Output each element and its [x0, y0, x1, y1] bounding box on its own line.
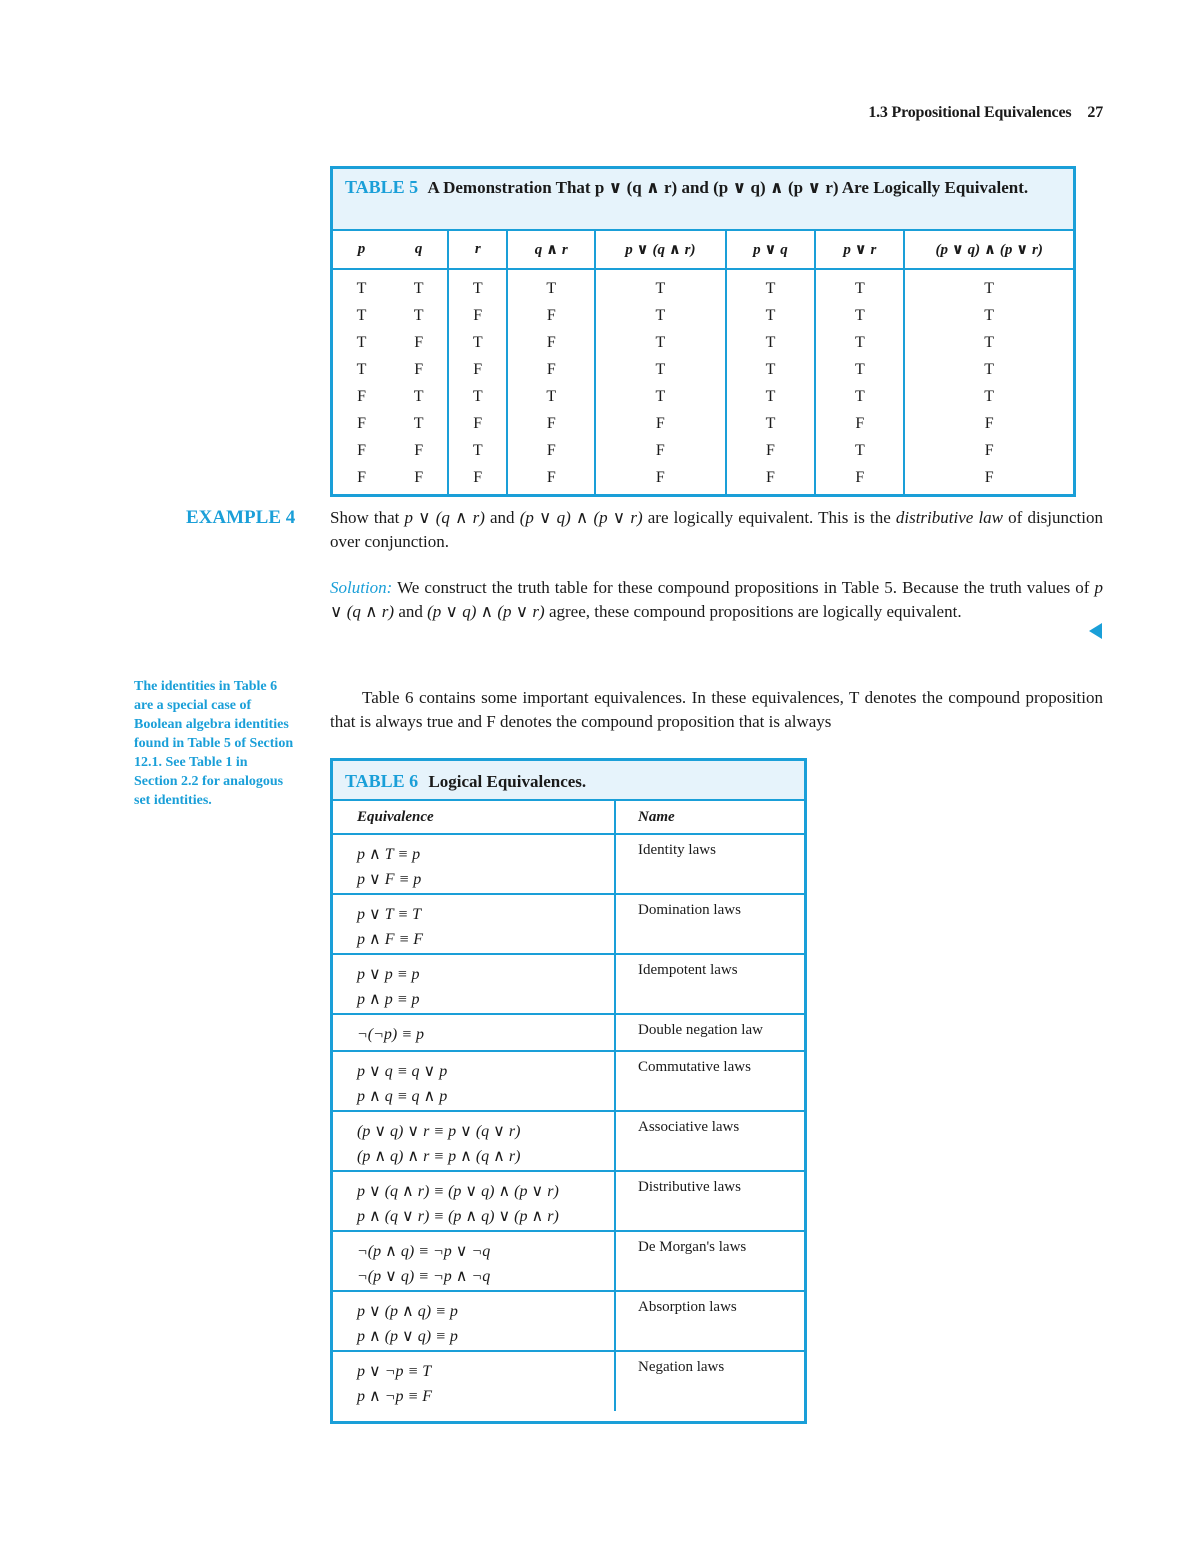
truth-value-cell: F	[815, 410, 904, 437]
truth-table-row	[333, 329, 1073, 356]
equivalence-formula: ¬(¬p) ≡ p	[357, 1026, 425, 1043]
truth-value-cell: T	[595, 302, 725, 329]
truth-value-cell: T	[448, 437, 507, 464]
truth-table-header: r	[448, 231, 507, 269]
equivalence-row	[333, 1111, 804, 1171]
truth-value-cell: F	[357, 387, 366, 405]
solution-label: Solution:	[330, 578, 393, 597]
truth-value-cell: T	[595, 329, 725, 356]
truth-value-cell: F	[595, 464, 725, 494]
truth-value-cell: T	[904, 329, 1073, 356]
truth-value-cell: F	[507, 356, 595, 383]
equivalence-formula: p ∨ T ≡ T	[357, 906, 422, 923]
truth-table-header: q	[390, 231, 448, 269]
law-name-cell: Associative laws	[615, 1111, 804, 1171]
truth-table-row	[333, 410, 1073, 437]
truth-value-cell: F	[595, 410, 725, 437]
truth-table-header: p ∨ r	[815, 231, 904, 269]
example-solution	[330, 576, 1103, 624]
truth-table-row	[333, 269, 1073, 302]
truth-value-cell: F	[815, 464, 904, 494]
truth-value-cell: T	[726, 356, 816, 383]
equivalence-formula: p ∨ ¬p ≡ T	[357, 1363, 432, 1380]
table-5-caption-text: A Demonstration That p ∨ (q ∧ r) and (p ∨ q) ∧ (p ∨ r) Are Logically Equivalent.	[427, 178, 1029, 197]
truth-value-cell: T	[413, 279, 424, 297]
table-5	[330, 166, 1076, 497]
truth-value-cell: F	[507, 329, 595, 356]
table-6-caption	[333, 761, 804, 801]
equivalence-table	[333, 801, 804, 1411]
equivalence-row	[333, 1231, 804, 1291]
example-text-d: of disjunction over conjunction.	[330, 508, 1104, 551]
truth-value-cell: T	[356, 360, 367, 378]
truth-value-cell: T	[448, 269, 507, 302]
example-statement	[330, 506, 1103, 554]
truth-value-cell: T	[448, 383, 507, 410]
truth-value-cell: T	[595, 356, 725, 383]
equivalence-formula: (p ∨ q) ∨ r ≡ p ∨ (q ∨ r)	[357, 1123, 521, 1140]
law-name-cell: Absorption laws	[615, 1291, 804, 1351]
example-label: EXAMPLE 4	[186, 507, 296, 528]
law-name-cell: Distributive laws	[615, 1171, 804, 1231]
equivalence-formula: p ∨ p ≡ p	[357, 966, 420, 983]
equivalence-formula: p ∨ F ≡ p	[357, 871, 422, 888]
example-expr-2: (p ∨ q) ∧ (p ∨ r)	[519, 508, 643, 527]
running-head	[868, 104, 1103, 122]
truth-value-cell: F	[357, 441, 366, 459]
equivalence-row	[333, 834, 804, 894]
truth-value-cell: T	[448, 329, 507, 356]
truth-table-header: p ∨ q	[726, 231, 816, 269]
section-title: 1.3 Propositional Equivalences	[868, 104, 1072, 121]
equivalence-row	[333, 1351, 804, 1411]
truth-value-cell: T	[815, 329, 904, 356]
truth-value-cell: T	[815, 383, 904, 410]
truth-value-cell: F	[414, 360, 424, 378]
truth-value-cell: F	[507, 410, 595, 437]
truth-value-cell: T	[507, 383, 595, 410]
truth-table-row	[333, 302, 1073, 329]
equivalence-cell	[333, 1171, 615, 1231]
law-name-cell: Negation laws	[615, 1351, 804, 1411]
equivalence-formula: p ∧ T ≡ p	[357, 846, 421, 863]
truth-value-cell: F	[595, 437, 725, 464]
equivalence-header: Equivalence	[333, 801, 615, 834]
end-of-example-icon	[1089, 623, 1102, 639]
truth-value-cell: T	[726, 269, 816, 302]
equivalence-cell	[333, 834, 615, 894]
solution-expr-2: (p ∨ q) ∧ (p ∨ r)	[427, 602, 545, 621]
truth-value-cell: T	[815, 269, 904, 302]
truth-table-header: (p ∨ q) ∧ (p ∨ r)	[904, 231, 1073, 269]
truth-value-cell: T	[726, 410, 816, 437]
truth-value-cell: T	[356, 279, 367, 297]
equivalence-row	[333, 954, 804, 1014]
table-5-label: TABLE 5	[345, 177, 419, 197]
equivalence-formula: (p ∧ q) ∧ r ≡ p ∧ (q ∧ r)	[357, 1148, 521, 1165]
solution-expr-1: p ∨ (q ∧ r)	[330, 578, 1103, 621]
law-name-cell: Double negation law	[615, 1014, 804, 1051]
equivalence-formula: ¬(p ∨ q) ≡ ¬p ∧ ¬q	[357, 1268, 491, 1285]
example-text-b: and	[484, 508, 520, 527]
equivalence-formula: p ∧ (p ∨ q) ≡ p	[357, 1328, 458, 1345]
equivalence-cell	[333, 1111, 615, 1171]
truth-value-cell: F	[448, 356, 507, 383]
equivalence-row	[333, 1291, 804, 1351]
solution-text-a: We construct the truth table for these compound propositions in Table 5. Because the truth values of	[392, 578, 1095, 597]
truth-value-cell: T	[904, 302, 1073, 329]
equivalence-formula: p ∨ (p ∧ q) ≡ p	[357, 1303, 458, 1320]
truth-value-cell: T	[726, 302, 816, 329]
truth-value-cell: F	[414, 333, 424, 351]
law-name-cell: Identity laws	[615, 834, 804, 894]
equivalence-row	[333, 1171, 804, 1231]
equivalence-row	[333, 894, 804, 954]
truth-value-cell: T	[726, 383, 816, 410]
truth-table-row	[333, 383, 1073, 410]
equivalence-formula: p ∧ F ≡ F	[357, 931, 424, 948]
truth-value-cell: T	[815, 356, 904, 383]
equivalence-cell	[333, 1051, 615, 1111]
truth-value-cell: F	[904, 464, 1073, 494]
equivalence-formula: p ∧ (q ∨ r) ≡ (p ∧ q) ∨ (p ∧ r)	[357, 1208, 559, 1225]
equivalence-formula: p ∧ p ≡ p	[357, 991, 420, 1008]
equivalence-formula: ¬(p ∧ q) ≡ ¬p ∨ ¬q	[357, 1243, 491, 1260]
truth-value-cell: F	[726, 464, 816, 494]
truth-value-cell: F	[414, 468, 424, 486]
equivalence-row	[333, 1051, 804, 1111]
table-5-caption	[333, 169, 1073, 231]
truth-table-row	[333, 464, 1073, 494]
truth-value-cell: T	[904, 269, 1073, 302]
equivalence-cell	[333, 954, 615, 1014]
truth-value-cell: T	[904, 356, 1073, 383]
example-expr-1: p ∨ (q ∧ r)	[404, 508, 485, 527]
law-name-cell: Idempotent laws	[615, 954, 804, 1014]
truth-value-cell: F	[904, 410, 1073, 437]
law-name-cell: De Morgan's laws	[615, 1231, 804, 1291]
truth-value-cell: T	[815, 437, 904, 464]
truth-value-cell: T	[356, 306, 367, 324]
table-6-label: TABLE 6	[345, 771, 419, 791]
equivalence-cell	[333, 1351, 615, 1411]
truth-value-cell: T	[595, 269, 725, 302]
equivalence-formula: p ∧ q ≡ q ∧ p	[357, 1088, 448, 1105]
table-6	[330, 758, 807, 1424]
equivalence-row	[333, 1014, 804, 1051]
truth-value-cell: T	[413, 387, 424, 405]
truth-value-cell: F	[448, 410, 507, 437]
truth-value-cell: T	[904, 383, 1073, 410]
truth-value-cell: T	[595, 383, 725, 410]
equivalence-cell	[333, 894, 615, 954]
truth-value-cell: F	[904, 437, 1073, 464]
law-name-cell: Commutative laws	[615, 1051, 804, 1111]
truth-value-cell: F	[414, 441, 424, 459]
truth-value-cell: T	[815, 302, 904, 329]
truth-value-cell: F	[357, 414, 366, 432]
truth-value-cell: F	[448, 464, 507, 494]
margin-note: The identities in Table 6 are a special case of Boolean algebra identities found in Table 5 of Section 12.1. See Table 1 in Section 2.2 for analogous set identities.	[134, 679, 294, 808]
table-6-intro: Table 6 contains some important equivalences. In these equivalences, T denotes the compound proposition that is always true and F denotes the compound proposition that is always	[330, 688, 1103, 731]
truth-value-cell: F	[507, 464, 595, 494]
truth-value-cell: F	[357, 468, 366, 486]
law-name-cell: Domination laws	[615, 894, 804, 954]
truth-table-header: p	[333, 231, 390, 269]
equivalence-formula: p ∨ (q ∧ r) ≡ (p ∨ q) ∧ (p ∨ r)	[357, 1183, 559, 1200]
name-header: Name	[615, 801, 804, 834]
equivalence-formula: p ∨ q ≡ q ∨ p	[357, 1063, 448, 1080]
equivalence-cell	[333, 1231, 615, 1291]
truth-value-cell: T	[356, 333, 367, 351]
equivalence-cell	[333, 1014, 615, 1051]
truth-table	[333, 231, 1073, 494]
truth-table-row	[333, 437, 1073, 464]
truth-value-cell: T	[413, 306, 424, 324]
example-text-a: Show that	[330, 508, 405, 527]
example-text-c: are logically equivalent. This is the	[642, 508, 896, 527]
truth-value-cell: F	[448, 302, 507, 329]
truth-value-cell: T	[507, 269, 595, 302]
truth-value-cell: T	[726, 329, 816, 356]
equivalence-cell	[333, 1291, 615, 1351]
truth-value-cell: F	[507, 302, 595, 329]
truth-value-cell: T	[413, 414, 424, 432]
table-6-caption-text: Logical Equivalences.	[428, 772, 587, 791]
truth-table-header: p ∨ (q ∧ r)	[595, 231, 725, 269]
truth-table-header: q ∧ r	[507, 231, 595, 269]
solution-text-b: and	[394, 602, 428, 621]
page-number: 27	[1087, 104, 1103, 121]
truth-value-cell: F	[507, 437, 595, 464]
truth-table-row	[333, 356, 1073, 383]
example-term: distributive law	[895, 508, 1004, 527]
equivalence-formula: p ∧ ¬p ≡ F	[357, 1388, 433, 1405]
truth-value-cell: F	[726, 437, 816, 464]
solution-text-c: agree, these compound propositions are logically equivalent.	[544, 602, 962, 621]
